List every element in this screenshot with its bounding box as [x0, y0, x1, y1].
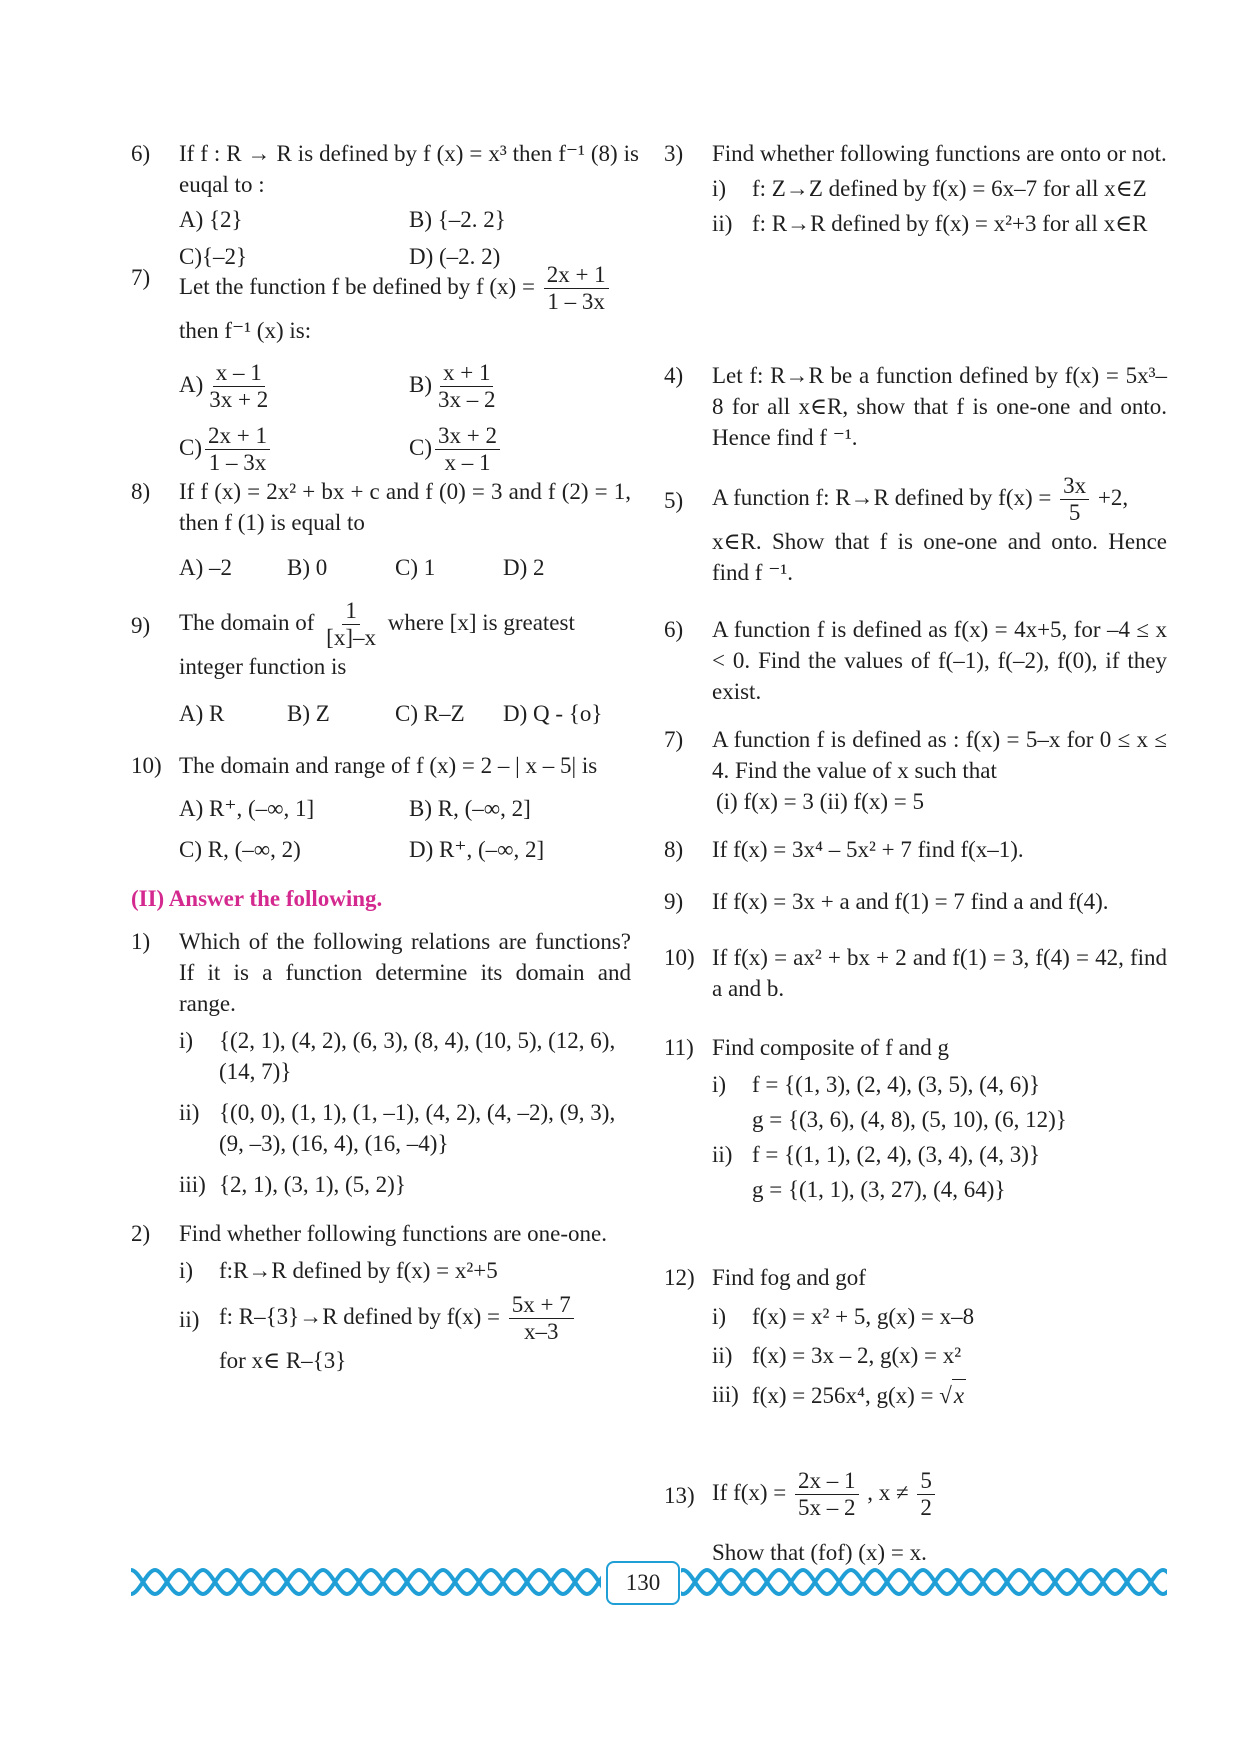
question-number: 7) — [131, 265, 151, 290]
options — [179, 552, 631, 583]
question-number: 9) — [664, 889, 684, 914]
question-text-cont: x∈R. Show that f is one-one and onto. Hence find f ⁻¹. — [712, 529, 1167, 585]
question-text: Which of the following relations are functions? If it is a function determine its domain and range. — [179, 929, 631, 1016]
fraction: $\frac{3x}{5}$ — [1060, 473, 1089, 526]
question-7 — [131, 262, 639, 476]
square-root: √ x — [939, 1379, 966, 1411]
sub-item: i) {(2, 1), (4, 2), (6, 3), (8, 4), (10, 5), (12, 6), (14, 7)} — [179, 1028, 616, 1084]
options — [179, 793, 639, 865]
question-number: 2) — [131, 1221, 151, 1246]
sub-item: i) f = {(1, 3), (2, 4), (3, 5), (4, 6)} g = {(3, 6), (4, 8), (5, 10), (6, 12)} — [712, 1072, 1067, 1132]
question-number: 8) — [131, 479, 151, 504]
question-text: If f(x) = 3x + a and f(1) = 7 find a and f(4). — [712, 889, 1109, 914]
option-c: C) R–Z — [395, 701, 465, 726]
answer-2 — [131, 1218, 607, 1376]
sub-item: i) f(x) = x² + 5, g(x) = x–8 — [712, 1304, 975, 1329]
question-6 — [131, 138, 639, 272]
question-number: 6) — [131, 141, 151, 166]
sub-item: ii) f: R→R defined by f(x) = x²+3 for all x∈R — [712, 211, 1148, 236]
option-d: D) Q - {o} — [503, 701, 603, 726]
fraction: $\frac{2x - 1}{5x - 2}$ — [795, 1468, 859, 1521]
answer-5: 5) A function f: R→R defined by f(x) = $\frac{3x}{5}$ +2, x∈R. Show that f is one-one and onto. Hence find f ⁻¹. — [664, 473, 1167, 588]
question-text-cont: Show that (fof) (x) = x. — [712, 1540, 927, 1565]
question-text: If f (x) = 2x² + bx + c and f (0) = 3 and f (2) = 1, then f (1) is equal to — [179, 479, 631, 535]
page-number: 130 — [606, 1561, 680, 1605]
fraction: $\frac{1}{[x]-x}$ — [326, 598, 376, 650]
answer-9 — [664, 886, 1109, 917]
question-number: 8) — [664, 837, 684, 862]
option-a: A) –2 — [179, 555, 233, 580]
option-d: D) R⁺, (–∞, 2] — [409, 837, 545, 862]
answer-13: 13) If f(x) = $\frac{2x - 1}{5x - 2}$ , x ≠ $\frac{5}{2}$ Show that (fof) (x) = x. — [664, 1468, 938, 1568]
answer-4 — [664, 360, 1167, 453]
answer-8 — [664, 834, 1024, 865]
question-9 — [131, 598, 631, 729]
question-text: If f : R → R is defined by f (x) = x³ then f⁻¹ (8) is euqal to : — [179, 141, 639, 197]
question-text-cont: (i) f(x) = 3 (ii) f(x) = 5 — [716, 789, 924, 814]
fraction: $\frac{2x + 1}{1 - 3x}$ — [544, 262, 609, 315]
question-10 — [131, 750, 639, 865]
option-d: C) $\frac{3x + 2}{x - 1}$ — [409, 423, 639, 476]
question-text: Find composite of f and g — [712, 1035, 949, 1060]
answer-3 — [664, 138, 1167, 239]
answer-6 — [664, 614, 1167, 707]
question-text: If f(x) = — [712, 1479, 787, 1505]
sub-item: iii) f(x) = 256x⁴, g(x) = √ x — [712, 1379, 974, 1411]
sub-item: i) f: Z→Z defined by f(x) = 6x–7 for all x∈Z — [712, 176, 1147, 201]
fraction: $\frac{5}{2}$ — [917, 1468, 935, 1521]
option-b: B) 0 — [287, 555, 328, 580]
sub-item: iii) {2, 1), (3, 1), (5, 2)} — [179, 1172, 406, 1197]
option-b: B) $\frac{x + 1}{3x - 2}$ — [409, 360, 496, 412]
question-text: A function f is defined as f(x) = 4x+5, for –4 ≤ x < 0. Find the values of f(–1), f(–2), f(0), if they exist. — [712, 617, 1167, 704]
question-number: 12) — [664, 1265, 695, 1290]
question-number: 6) — [664, 617, 684, 642]
sub-item: i) f:R→R defined by f(x) = x²+5 — [179, 1258, 498, 1283]
question-text: Find whether following functions are onto or not. — [712, 141, 1167, 166]
question-number: 4) — [664, 363, 684, 388]
option-d: D) (–2. 2) — [409, 244, 501, 269]
question-number: 1) — [131, 929, 151, 954]
sub-item: ii) f = {(1, 1), (2, 4), (3, 4), (4, 3)} g = {(1, 1), (3, 27), (4, 64)} — [712, 1142, 1040, 1202]
question-number: 10) — [664, 945, 695, 970]
question-text: Find fog and gof — [712, 1265, 866, 1290]
question-text-cont: where [x] is greatest integer function is — [179, 609, 575, 679]
option-a: A) {2} — [179, 207, 243, 232]
options — [179, 698, 631, 729]
sub-item: ii) f(x) = 3x – 2, g(x) = x² — [712, 1343, 962, 1368]
option-b: B) {–2. 2} — [409, 207, 506, 232]
question-text: Find whether following functions are one-one. — [179, 1221, 607, 1246]
option-c: C) $\frac{2x + 1}{1 - 3x}$ — [179, 423, 409, 476]
sub-item: ii) f: R–{3}→R defined by f(x) = $\frac{5x + 7}{x-3}$ for x∈ R–{3} — [179, 1292, 607, 1376]
question-number: 9) — [131, 613, 151, 638]
sub-item: ii) {(0, 0), (1, 1), (1, –1), (4, 2), (4, –2), (9, 3), (9, –3), (16, 4), (16, –4)} — [179, 1100, 616, 1156]
question-text: A function f is defined as : f(x) = 5–x for 0 ≤ x ≤ 4. Find the value of x such that — [712, 727, 1167, 783]
section-heading: (II) Answer the following. — [131, 886, 383, 911]
option-c: C) 1 — [395, 555, 436, 580]
option-b: B) Z — [287, 701, 330, 726]
question-text: The domain and range of f (x) = 2 – | x – 5| is — [179, 753, 598, 778]
answer-1 — [131, 926, 631, 1200]
question-number: 7) — [664, 727, 684, 752]
option-c: C){–2} — [179, 244, 248, 269]
options — [179, 360, 639, 476]
answer-11 — [664, 1032, 1067, 1205]
question-text: If f(x) = 3x⁴ – 5x² + 7 find f(x–1). — [712, 837, 1024, 862]
question-text: The domain of — [179, 609, 315, 635]
question-text: Let f: R→R be a function defined by f(x) = 5x³–8 for all x∈R, show that f is one-one and onto. Hence find f ⁻¹. — [712, 363, 1167, 450]
question-8 — [131, 476, 631, 583]
question-number: 10) — [131, 753, 162, 778]
question-number: 13) — [664, 1483, 695, 1508]
option-d: D) 2 — [503, 555, 545, 580]
question-number: 3) — [664, 141, 684, 166]
option-b: B) R, (–∞, 2] — [409, 796, 531, 821]
question-text: If f(x) = ax² + bx + 2 and f(1) = 3, f(4) = 42, find a and b. — [712, 945, 1167, 1001]
answer-7 — [664, 724, 1167, 817]
question-number: 5) — [664, 488, 684, 513]
fraction: $\frac{5x + 7}{x-3}$ — [509, 1292, 574, 1345]
question-number: 11) — [664, 1035, 694, 1060]
question-text-cont: then f⁻¹ (x) is: — [179, 318, 312, 343]
answer-10 — [664, 942, 1167, 1004]
option-a: A) $\frac{x - 1}{3x + 2}$ — [179, 360, 269, 412]
option-a: A) R — [179, 701, 225, 726]
question-text: A function f: R→R defined by f(x) = — [712, 484, 1052, 510]
answer-12 — [664, 1262, 974, 1411]
option-a: A) R⁺, (–∞, 1] — [179, 796, 315, 821]
question-text: Let the function f be defined by f (x) = — [179, 273, 535, 299]
option-c: C) R, (–∞, 2) — [179, 837, 301, 862]
